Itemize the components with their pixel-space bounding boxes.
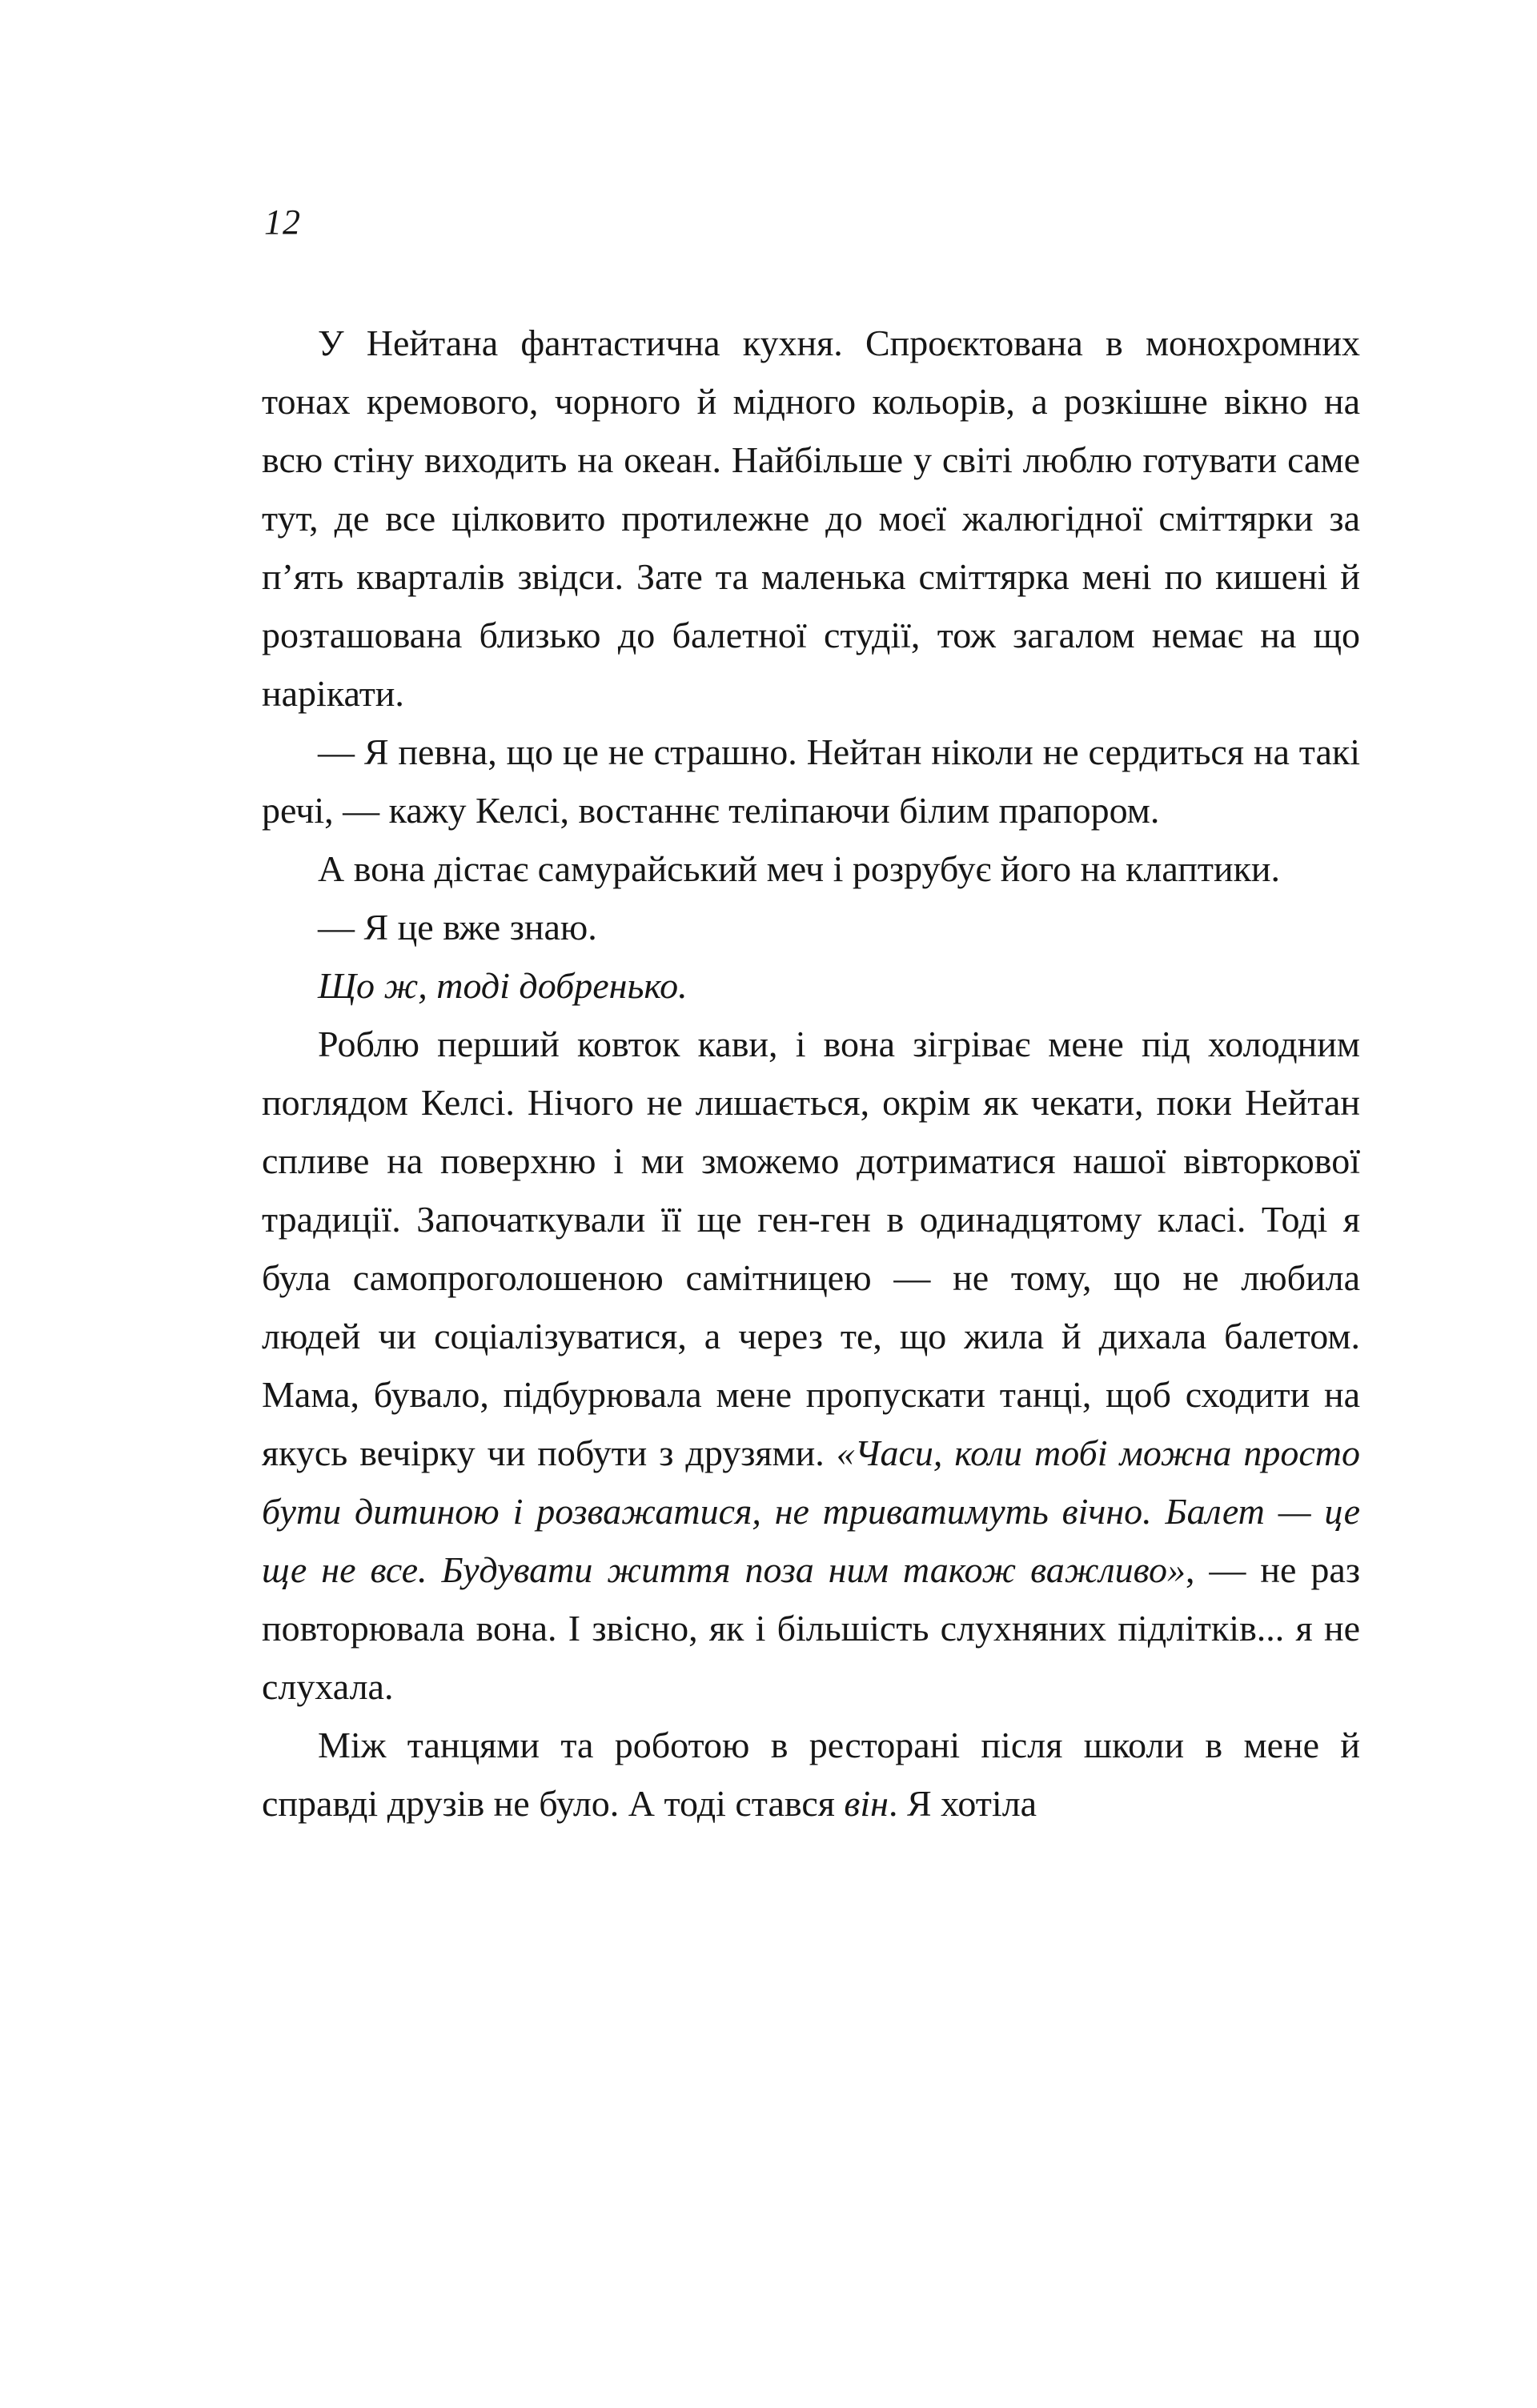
paragraph <box>262 956 1360 1015</box>
paragraph <box>262 314 1360 723</box>
text-run: — Я певна, що це не страшно. Нейтан ніколи не сердиться на такі речі, — кажу Келсі, востаннє теліпаючи білим прапором. <box>262 731 1360 831</box>
text-run-italic: Що ж, тоді добренько. <box>318 965 688 1006</box>
paragraph <box>262 1716 1360 1833</box>
text-run: У Нейтана фантастична кухня. Спроєктована в монохромних тонах кремового, чорного й мідного кольорів, а розкішне вікно на всю стіну виходить на океан. Найбільше у світі люблю готувати саме тут, де все цілковито протилежне до моєї жалюгідної сміттярки за п’ять кварталів звідси. Зате та маленька сміттярка мені по кишені й розташована близько до балетної студії, тож загалом немає на що нарікати. <box>262 323 1360 714</box>
paragraph <box>262 723 1360 839</box>
paragraph <box>262 898 1360 956</box>
text-run: — Я це вже знаю. <box>318 907 597 948</box>
page-number: 12 <box>264 202 301 242</box>
paragraph <box>262 1015 1360 1716</box>
text-run: . Я хотіла <box>888 1783 1037 1824</box>
text-block <box>262 314 1360 1833</box>
text-run: , — не раз повторювала вона. І звісно, як і більшість слухняних підлітків... я не слухала. <box>262 1549 1360 1707</box>
text-run: Між танцями та роботою в ресторані після школи в мене й справді друзів не було. А тоді стався <box>262 1725 1360 1824</box>
paragraph <box>262 839 1360 898</box>
text-run: Роблю перший ковток кави, і вона зігріває мене під холодним поглядом Келсі. Нічого не лишається, окрім як чекати, поки Нейтан спливе на поверхню і ми зможемо дотриматися нашої вівторкової традиції. Започаткували її ще ген-ген в одинадцятому класі. Тоді я була самопроголошеною самітницею — не тому, що не любила людей чи соціалізуватися, а через те, що жила й дихала балетом. Мама, бувало, підбурювала мене пропускати танці, щоб сходити на якусь вечірку чи побути з друзями. <box>262 1024 1360 1473</box>
text-run-italic: він <box>844 1783 889 1824</box>
text-run: А вона дістає самурайський меч і розрубує його на клаптики. <box>318 848 1281 889</box>
text-run-italic: «Часи, коли тобі можна просто бути дитиною і розважатися, не триватимуть вічно. Балет — це ще не все. Будувати життя поза ним також важливо» <box>262 1432 1360 1590</box>
